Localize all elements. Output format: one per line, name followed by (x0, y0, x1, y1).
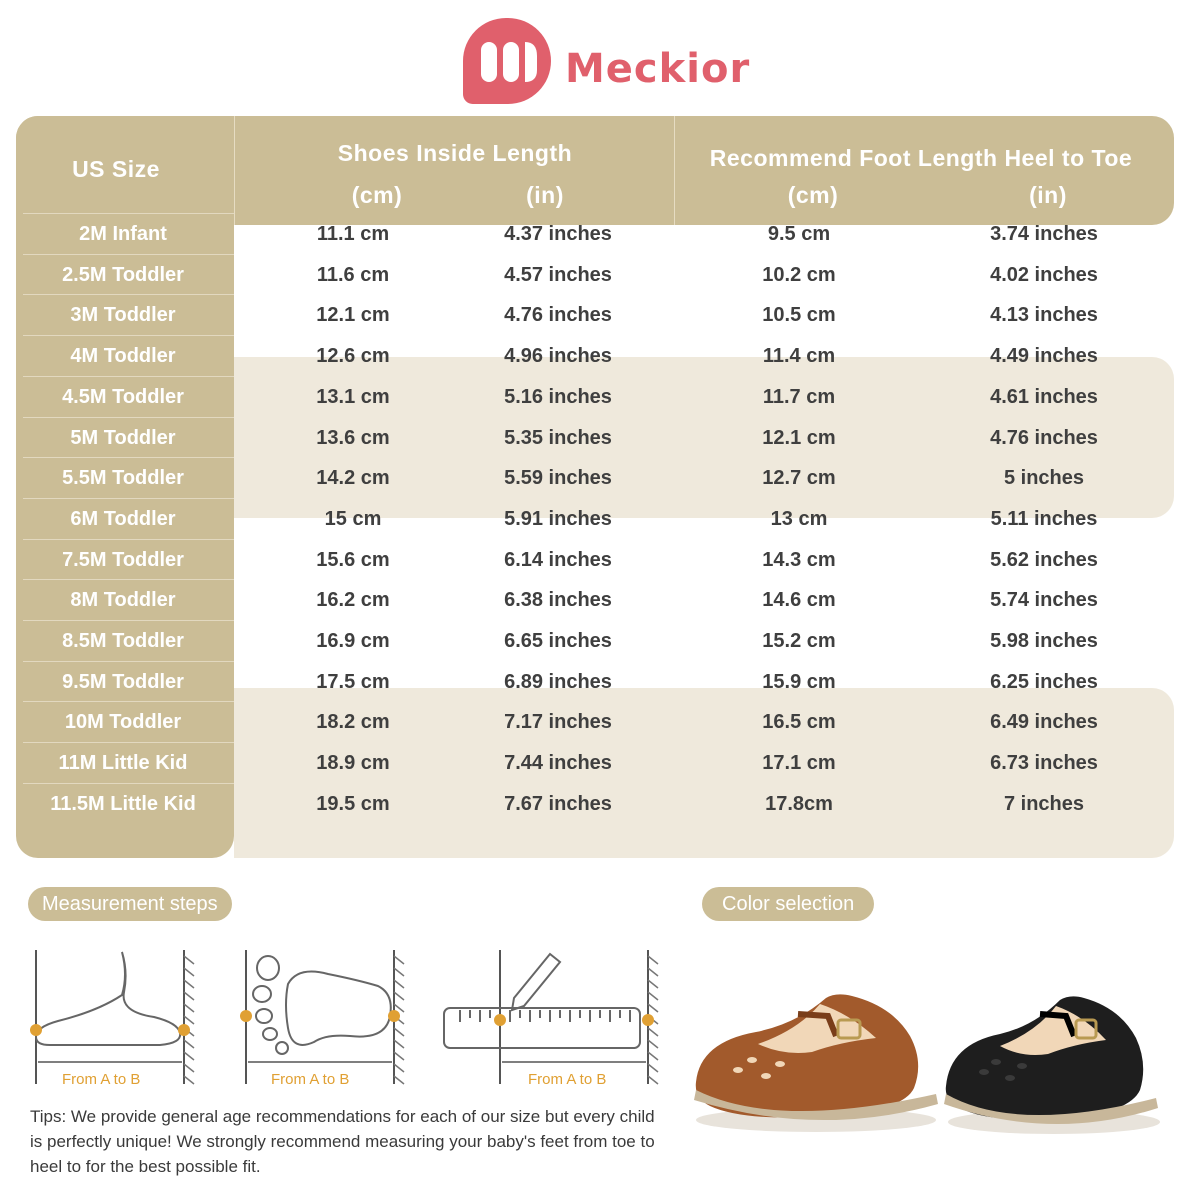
row-divider (23, 579, 234, 580)
shoe-in-cell: 7.17 inches (504, 711, 612, 734)
header-unit-in: (in) (1029, 182, 1067, 208)
shoe-cm-cell: 11.6 cm (316, 263, 390, 286)
foot-cm-cell: 13 cm (770, 507, 828, 530)
row-divider (23, 213, 234, 214)
color-selection-title: Color selection (702, 887, 874, 921)
row-divider (23, 376, 234, 377)
shoe-in-cell: 5.35 inches (504, 426, 612, 449)
shoe-cm-cell: 18.9 cm (316, 752, 390, 775)
foot-in-cell: 6.49 inches (990, 711, 1098, 734)
brown-shoe-option[interactable] (688, 990, 950, 1140)
header-divider (234, 116, 235, 225)
size-cell: 2M Infant (79, 223, 167, 245)
row-divider (23, 539, 234, 540)
foot-cm-cell: 12.1 cm (762, 426, 836, 449)
shoe-in-cell: 6.89 inches (504, 670, 612, 693)
header-unit-cm: (cm) (787, 182, 839, 208)
row-divider (23, 783, 234, 784)
size-cell: 3M Toddler (70, 304, 176, 327)
header-recommend-foot-length: Recommend Foot Length Heel to Toe (709, 145, 1133, 171)
shoe-in-cell: 5.91 inches (504, 507, 612, 530)
shoe-in-cell: 6.65 inches (504, 630, 612, 652)
foot-cm-cell: 11.7 cm (762, 385, 836, 408)
foot-in-cell: 4.61 inches (990, 385, 1098, 408)
foot-cm-cell: 14.6 cm (762, 589, 836, 612)
foot-cm-cell: 15.9 cm (762, 670, 836, 693)
shoe-cm-cell: 12.1 cm (316, 304, 390, 327)
shoe-in-cell: 7.44 inches (504, 752, 612, 775)
shoe-in-cell: 7.67 inches (504, 792, 612, 815)
foot-in-cell: 7 inches (1003, 792, 1085, 815)
shoe-cm-cell: 12.6 cm (316, 345, 390, 368)
step3-label: From A to B (528, 1071, 607, 1088)
shoe-cm-cell: 11.1 cm (316, 223, 390, 245)
size-cell: 6M Toddler (70, 507, 176, 530)
foot-in-cell: 4.02 inches (990, 263, 1098, 286)
step1-label: From A to B (62, 1071, 141, 1088)
foot-cm-cell: 10.5 cm (762, 304, 836, 327)
size-cell: 5.5M Toddler (62, 467, 184, 490)
shoe-cm-cell: 15.6 cm (316, 548, 390, 571)
row-divider (23, 742, 234, 743)
header-unit-cm: (cm) (351, 182, 403, 208)
size-cell: 9.5M Toddler (62, 670, 184, 693)
row-divider (23, 701, 234, 702)
size-chart-table (16, 116, 1174, 858)
shoe-in-cell: 6.38 inches (504, 589, 612, 612)
row-divider (23, 620, 234, 621)
foot-in-cell: 6.73 inches (990, 752, 1098, 775)
shoe-cm-cell: 13.6 cm (316, 426, 390, 449)
shoe-in-cell: 4.96 inches (504, 345, 612, 368)
tips-text: Tips: We provide general age recommendations for each of our size but every child is perfectly unique! We strongly recommend measuring your baby's feet from toe to heel to for the best possible fit. (30, 1107, 655, 1176)
shoe-in-cell: 4.57 inches (504, 263, 612, 286)
size-cell: 7.5M Toddler (62, 548, 184, 571)
shoe-cm-cell: 19.5 cm (316, 792, 390, 815)
foot-cm-cell: 14.3 cm (762, 548, 836, 571)
row-divider (23, 417, 234, 418)
foot-cm-cell: 10.2 cm (762, 263, 836, 286)
shoe-cm-cell: 16.9 cm (316, 630, 390, 652)
size-cell: 11.5M Little Kid (50, 792, 196, 815)
shoe-cm-cell: 16.2 cm (316, 589, 390, 612)
shoe-in-cell: 4.37 inches (504, 223, 612, 245)
foot-in-cell: 5.98 inches (990, 630, 1098, 652)
row-divider (23, 661, 234, 662)
row-divider (23, 294, 234, 295)
row-divider (23, 498, 234, 499)
size-cell: 2.5M Toddler (62, 263, 184, 286)
measurement-steps-title: Measurement steps (28, 887, 232, 921)
header-unit-in: (in) (526, 182, 564, 208)
shoe-in-cell: 5.16 inches (504, 385, 612, 408)
foot-in-cell: 4.49 inches (990, 345, 1098, 368)
shoe-cm-cell: 14.2 cm (316, 467, 390, 490)
size-cell: 8M Toddler (70, 589, 176, 612)
foot-in-cell: 4.13 inches (990, 304, 1098, 327)
size-cell: 11M Little Kid (58, 752, 188, 775)
step2-label: From A to B (271, 1071, 350, 1088)
brand-name: Meckior (565, 46, 751, 92)
black-shoe-option[interactable] (940, 990, 1166, 1140)
foot-cm-cell: 16.5 cm (762, 711, 836, 734)
header-us-size: US Size (72, 156, 160, 182)
shoe-cm-cell: 15 cm (324, 507, 382, 530)
shoe-cm-cell: 13.1 cm (316, 385, 390, 408)
foot-in-cell: 5.74 inches (990, 589, 1098, 612)
size-cell: 4.5M Toddler (62, 385, 184, 408)
foot-in-cell: 4.76 inches (990, 426, 1098, 449)
size-cell: 5M Toddler (70, 426, 176, 449)
size-cell: 8.5M Toddler (62, 630, 184, 652)
foot-cm-cell: 15.2 cm (762, 630, 836, 652)
foot-cm-cell: 17.1 cm (762, 752, 836, 775)
row-divider (23, 335, 234, 336)
row-divider (23, 457, 234, 458)
brand-logo (463, 18, 753, 108)
header-shoes-inside-length: Shoes Inside Length (337, 140, 573, 166)
shoe-in-cell: 5.59 inches (504, 467, 612, 490)
foot-in-cell: 6.25 inches (990, 670, 1098, 693)
size-cell: 10M Toddler (64, 711, 182, 734)
shoe-in-cell: 4.76 inches (504, 304, 612, 327)
row-divider (23, 254, 234, 255)
logo-mark-icon (463, 18, 551, 104)
size-cell: 4M Toddler (70, 345, 176, 368)
foot-in-cell: 5.62 inches (990, 548, 1098, 571)
shoe-cm-cell: 17.5 cm (316, 670, 390, 693)
foot-cm-cell: 9.5 cm (767, 223, 831, 245)
foot-cm-cell: 11.4 cm (762, 345, 836, 368)
foot-in-cell: 5 inches (1003, 467, 1085, 490)
foot-cm-cell: 12.7 cm (762, 467, 836, 490)
foot-cm-cell: 17.8cm (765, 792, 833, 815)
foot-in-cell: 3.74 inches (990, 223, 1098, 245)
foot-in-cell: 5.11 inches (990, 507, 1098, 530)
shoe-cm-cell: 18.2 cm (316, 711, 390, 734)
shoe-in-cell: 6.14 inches (504, 548, 612, 571)
header-divider (674, 116, 675, 225)
